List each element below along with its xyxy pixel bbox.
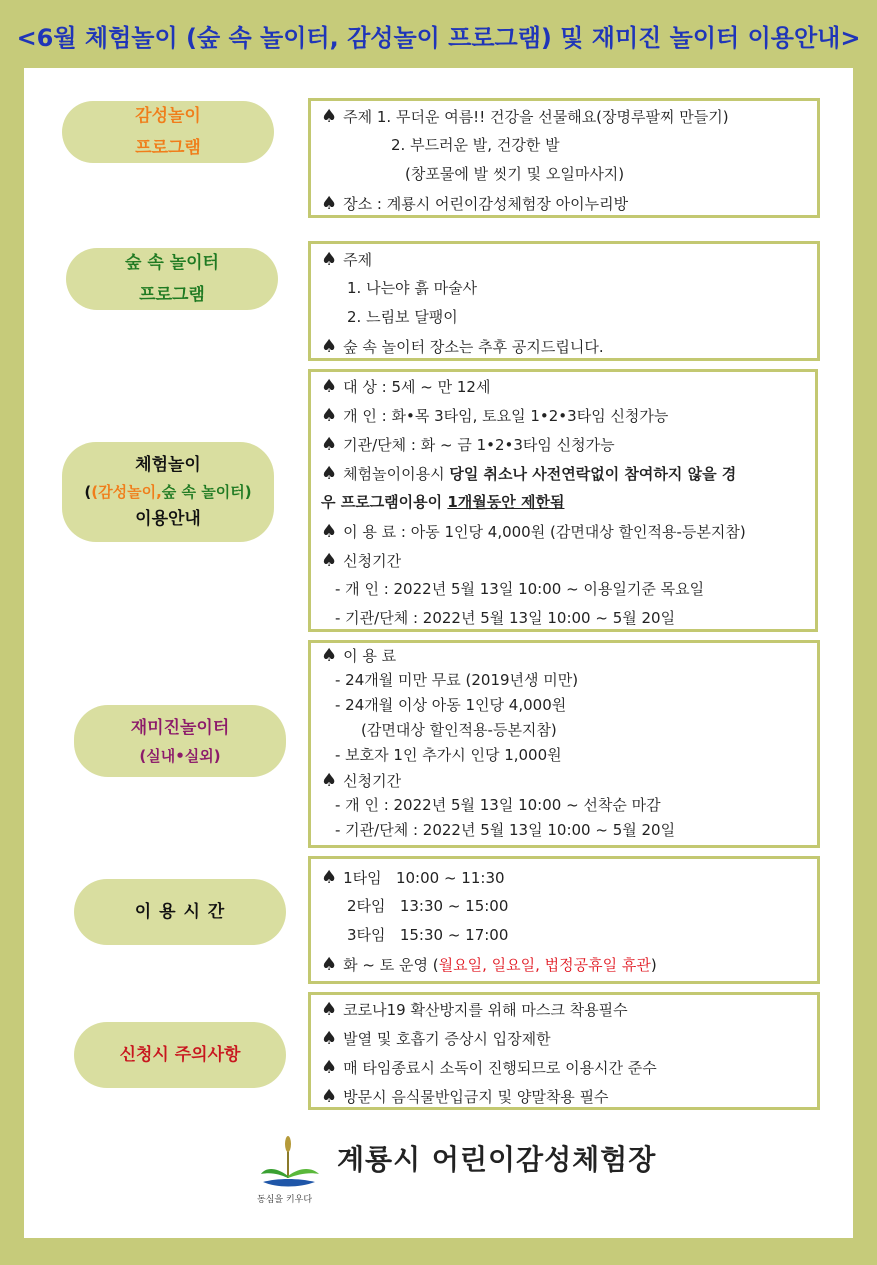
section-label-emotion-program [62, 101, 274, 163]
info-line: - 개 인 : 2022년 5월 13일 10:00 ~ 이용일기준 목요일 [335, 580, 705, 598]
footer-logo [255, 1130, 685, 1210]
section-label-line: 신청시 주의사항 [119, 1045, 241, 1065]
info-line: 2. 느림보 달팽이 [347, 308, 458, 326]
section-box-fun-playground [308, 640, 820, 848]
spade-icon: ♠ [321, 376, 338, 397]
info-line: ♠ 숲 속 놀이터 장소는 추후 공지드립니다. [321, 336, 604, 357]
info-line: 2타임 13:30 ~ 15:00 [347, 897, 509, 915]
spade-icon: ♠ [321, 405, 338, 426]
section-label-line: ((감성놀이,숲 속 놀이터) [84, 483, 252, 501]
page-title: <6월 체험놀이 (숲 속 놀이터, 감성놀이 프로그램) 및 재미진 놀이터 이용안내> [16, 24, 861, 52]
info-line: ♠ 코로나19 확산방지를 위해 마스크 착용필수 [321, 999, 628, 1020]
spade-icon: ♠ [321, 999, 338, 1020]
section-label-line: 프로그램 [135, 138, 201, 158]
info-line: (감면대상 할인적용-등본지참) [361, 721, 557, 739]
spade-icon: ♠ [321, 463, 338, 484]
info-line: ♠ 신청기간 [321, 770, 402, 791]
spade-icon: ♠ [321, 867, 338, 888]
section-label-fun-playground [74, 705, 286, 777]
section-label-line: 이 용 시 간 [134, 902, 226, 922]
spade-icon: ♠ [321, 249, 338, 270]
spade-icon: ♠ [321, 521, 338, 542]
section-label-line: 프로그램 [139, 285, 205, 305]
spade-icon: ♠ [321, 434, 338, 455]
info-line: ♠ 주제 1. 무더운 여름!! 건강을 선물해요(장명루팔찌 만들기) [321, 106, 729, 127]
spade-icon: ♠ [321, 770, 338, 791]
spade-icon: ♠ [321, 106, 338, 127]
section-label-line: 이용안내 [135, 509, 201, 529]
info-line: ♠ 이 용 료 [321, 645, 397, 666]
info-line: ♠ 개 인 : 화•목 3타임, 토요일 1•2•3타임 신청가능 [321, 405, 669, 426]
section-label-line: 재미진놀이터 [130, 718, 230, 738]
spade-icon: ♠ [321, 1028, 338, 1049]
spade-icon: ♠ [321, 1057, 338, 1078]
section-box-emotion-program [308, 98, 820, 218]
section-box-forest-program [308, 241, 820, 361]
info-line: - 기관/단체 : 2022년 5월 13일 10:00 ~ 5월 20일 [335, 609, 676, 627]
info-line: ♠ 이 용 료 : 아동 1인당 4,000원 (감면대상 할인적용-등본지참) [321, 521, 746, 542]
info-line: ♠ 매 타임종료시 소독이 진행되므로 이용시간 준수 [321, 1057, 657, 1078]
info-line: 3타임 15:30 ~ 17:00 [347, 926, 509, 944]
info-line: 우 프로그램이용이 1개월동안 제한됨 [321, 493, 565, 511]
info-line: ♠ 발열 및 호흡기 증상시 입장제한 [321, 1028, 551, 1049]
info-line: - 보호자 1인 추가시 인당 1,000원 [335, 746, 562, 764]
section-label-line: (실내•실외) [139, 747, 221, 765]
spade-icon: ♠ [321, 645, 338, 666]
section-box-experience-guide [308, 369, 818, 632]
info-line: ♠ 기관/단체 : 화 ~ 금 1•2•3타임 신청가능 [321, 434, 615, 455]
section-box-precautions [308, 992, 820, 1110]
info-line: (창포물에 발 씻기 및 오일마사지) [405, 165, 625, 183]
info-line: ♠ 대 상 : 5세 ~ 만 12세 [321, 376, 491, 397]
spade-icon: ♠ [321, 193, 338, 214]
section-label-experience-guide [62, 442, 274, 542]
section-label-precautions [74, 1022, 286, 1088]
info-line: - 24개월 미만 무료 (2019년생 미만) [335, 671, 579, 689]
section-label-hours [74, 879, 286, 945]
info-line: ♠ 주제 [321, 249, 373, 270]
info-line: ♠ 화 ~ 토 운영 (월요일, 일요일, 법정공휴일 휴관) [321, 954, 657, 975]
info-line: ♠ 신청기간 [321, 550, 402, 571]
section-label-line: 감성놀이 [135, 106, 201, 126]
section-box-hours [308, 856, 820, 984]
section-label-forest-program [66, 248, 278, 310]
spade-icon: ♠ [321, 1086, 338, 1107]
info-line: ♠ 1타임 10:00 ~ 11:30 [321, 867, 505, 888]
info-line: - 개 인 : 2022년 5월 13일 10:00 ~ 선착순 마감 [335, 796, 661, 814]
footer-org-name: 계룡시 어린이감성체험장 [337, 1143, 657, 1176]
info-line: - 24개월 이상 아동 1인당 4,000원 [335, 696, 567, 714]
section-label-line: 체험놀이 [135, 455, 201, 475]
footer-slogan: 동심을 키우다 [257, 1195, 313, 1205]
info-line: - 기관/단체 : 2022년 5월 13일 10:00 ~ 5월 20일 [335, 821, 676, 839]
spade-icon: ♠ [321, 336, 338, 357]
spade-icon: ♠ [321, 550, 338, 571]
info-line: 1. 나는야 흙 마술사 [347, 279, 478, 297]
info-line: ♠ 방문시 음식물반입금지 및 양말착용 필수 [321, 1086, 609, 1107]
info-line: ♠ 체험놀이이용시 당일 취소나 사전연락없이 참여하지 않을 경 [321, 463, 737, 484]
info-line: ♠ 장소 : 계룡시 어린이감성체험장 아이누리방 [321, 193, 629, 214]
info-line: 2. 부드러운 발, 건강한 발 [391, 136, 560, 154]
section-label-line: 숲 속 놀이터 [125, 253, 219, 273]
spade-icon: ♠ [321, 954, 338, 975]
